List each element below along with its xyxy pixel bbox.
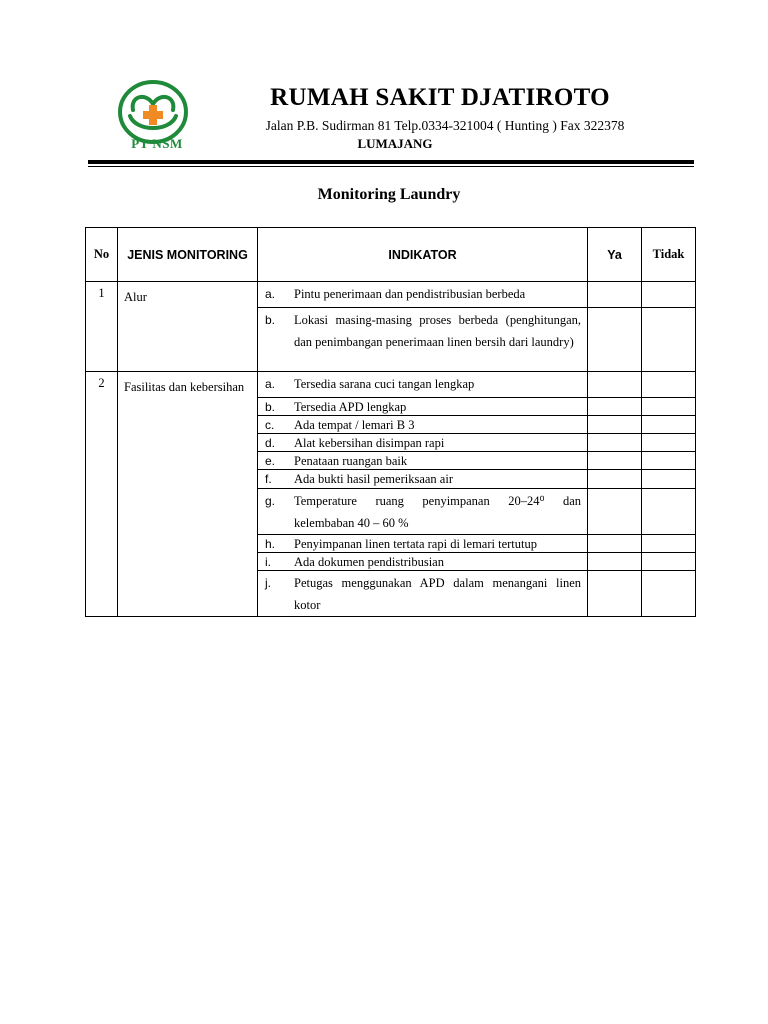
hospital-city: LUMAJANG bbox=[357, 136, 433, 151]
indicator-cell bbox=[258, 489, 588, 535]
ya-checkbox-cell[interactable] bbox=[588, 535, 642, 553]
indicator-cell bbox=[258, 470, 588, 489]
document-title: Monitoring Laundry bbox=[317, 186, 461, 203]
header-tidak: Tidak bbox=[642, 228, 696, 282]
indicator-letter: f. bbox=[265, 472, 272, 486]
ya-checkbox-cell[interactable] bbox=[588, 434, 642, 452]
indicator-text: Penataan ruangan baik bbox=[294, 454, 408, 468]
indicator-letter: b. bbox=[265, 313, 276, 327]
indicator-letter: a. bbox=[265, 377, 276, 391]
monitoring-type: Fasilitas dan kebersihan bbox=[118, 372, 258, 617]
row-number: 2 bbox=[86, 372, 118, 617]
indicator-cell bbox=[258, 398, 588, 416]
indicator-cell bbox=[258, 571, 588, 617]
indicator-cell bbox=[258, 416, 588, 434]
indicator-cell bbox=[258, 535, 588, 553]
indicator-text: Tersedia sarana cuci tangan lengkap bbox=[294, 377, 475, 391]
tidak-checkbox-cell[interactable] bbox=[642, 372, 696, 398]
tidak-checkbox-cell[interactable] bbox=[642, 489, 696, 535]
indicator-cell bbox=[258, 308, 588, 372]
indicator-text: Temperature ruang penyimpanan 20–24⁰ dan kelembaban 40 – 60 % bbox=[294, 494, 581, 530]
header-divider-thick bbox=[88, 160, 694, 164]
ya-checkbox-cell[interactable] bbox=[588, 553, 642, 571]
monitoring-type: Alur bbox=[118, 282, 258, 372]
indicator-cell bbox=[258, 372, 588, 398]
ya-checkbox-cell[interactable] bbox=[588, 470, 642, 489]
row-number: 1 bbox=[86, 282, 118, 372]
header-indikator: INDIKATOR bbox=[258, 228, 588, 282]
ya-checkbox-cell[interactable] bbox=[588, 308, 642, 372]
ya-checkbox-cell[interactable] bbox=[588, 489, 642, 535]
indicator-cell bbox=[258, 553, 588, 571]
indicator-text: Pintu penerimaan dan pendistribusian berbeda bbox=[294, 287, 526, 301]
monitoring-table bbox=[85, 227, 696, 617]
header-divider-thin bbox=[88, 166, 694, 167]
indicator-text: Lokasi masing-masing proses berbeda (penghitungan, dan penimbangan penerimaan linen bersih dari laundry) bbox=[294, 313, 581, 349]
indicator-cell bbox=[258, 282, 588, 308]
indicator-text: Ada tempat / lemari B 3 bbox=[294, 418, 415, 432]
table-row bbox=[86, 372, 696, 398]
indicator-text: Alat kebersihan disimpan rapi bbox=[294, 436, 445, 450]
indicator-letter: g. bbox=[265, 494, 276, 508]
indicator-letter: e. bbox=[265, 454, 276, 468]
header-ya: Ya bbox=[588, 228, 642, 282]
ya-checkbox-cell[interactable] bbox=[588, 452, 642, 470]
tidak-checkbox-cell[interactable] bbox=[642, 308, 696, 372]
indicator-letter: d. bbox=[265, 436, 276, 450]
tidak-checkbox-cell[interactable] bbox=[642, 553, 696, 571]
logo-text: PT NSM bbox=[131, 136, 183, 151]
ya-checkbox-cell[interactable] bbox=[588, 372, 642, 398]
tidak-checkbox-cell[interactable] bbox=[642, 571, 696, 617]
ya-checkbox-cell[interactable] bbox=[588, 416, 642, 434]
table-header-row bbox=[86, 228, 696, 282]
header-jenis-monitoring: JENIS MONITORING bbox=[118, 228, 258, 282]
indicator-text: Tersedia APD lengkap bbox=[294, 400, 407, 414]
indicator-letter: j. bbox=[265, 576, 271, 590]
hospital-name: RUMAH SAKIT DJATIROTO bbox=[270, 84, 610, 111]
header-no: No bbox=[86, 228, 118, 282]
indicator-cell bbox=[258, 452, 588, 470]
ya-checkbox-cell[interactable] bbox=[588, 571, 642, 617]
hospital-address: Jalan P.B. Sudirman 81 Telp.0334-321004 ( Hunting ) Fax 322378 bbox=[265, 118, 625, 133]
table-row bbox=[86, 282, 696, 308]
ya-checkbox-cell[interactable] bbox=[588, 398, 642, 416]
indicator-letter: c. bbox=[265, 418, 275, 432]
indicator-letter: i. bbox=[265, 555, 271, 569]
indicator-text: Ada dokumen pendistribusian bbox=[294, 555, 444, 569]
tidak-checkbox-cell[interactable] bbox=[642, 398, 696, 416]
indicator-text: Ada bukti hasil pemeriksaan air bbox=[294, 472, 453, 486]
tidak-checkbox-cell[interactable] bbox=[642, 416, 696, 434]
indicator-text: Petugas menggunakan APD dalam menangani linen kotor bbox=[294, 576, 581, 612]
indicator-text: Penyimpanan linen tertata rapi di lemari tertutup bbox=[294, 537, 537, 551]
indicator-letter: b. bbox=[265, 400, 276, 414]
tidak-checkbox-cell[interactable] bbox=[642, 282, 696, 308]
indicator-letter: h. bbox=[265, 537, 276, 551]
tidak-checkbox-cell[interactable] bbox=[642, 434, 696, 452]
indicator-cell bbox=[258, 434, 588, 452]
indicator-letter: a. bbox=[265, 287, 276, 301]
tidak-checkbox-cell[interactable] bbox=[642, 470, 696, 489]
tidak-checkbox-cell[interactable] bbox=[642, 452, 696, 470]
ya-checkbox-cell[interactable] bbox=[588, 282, 642, 308]
tidak-checkbox-cell[interactable] bbox=[642, 535, 696, 553]
